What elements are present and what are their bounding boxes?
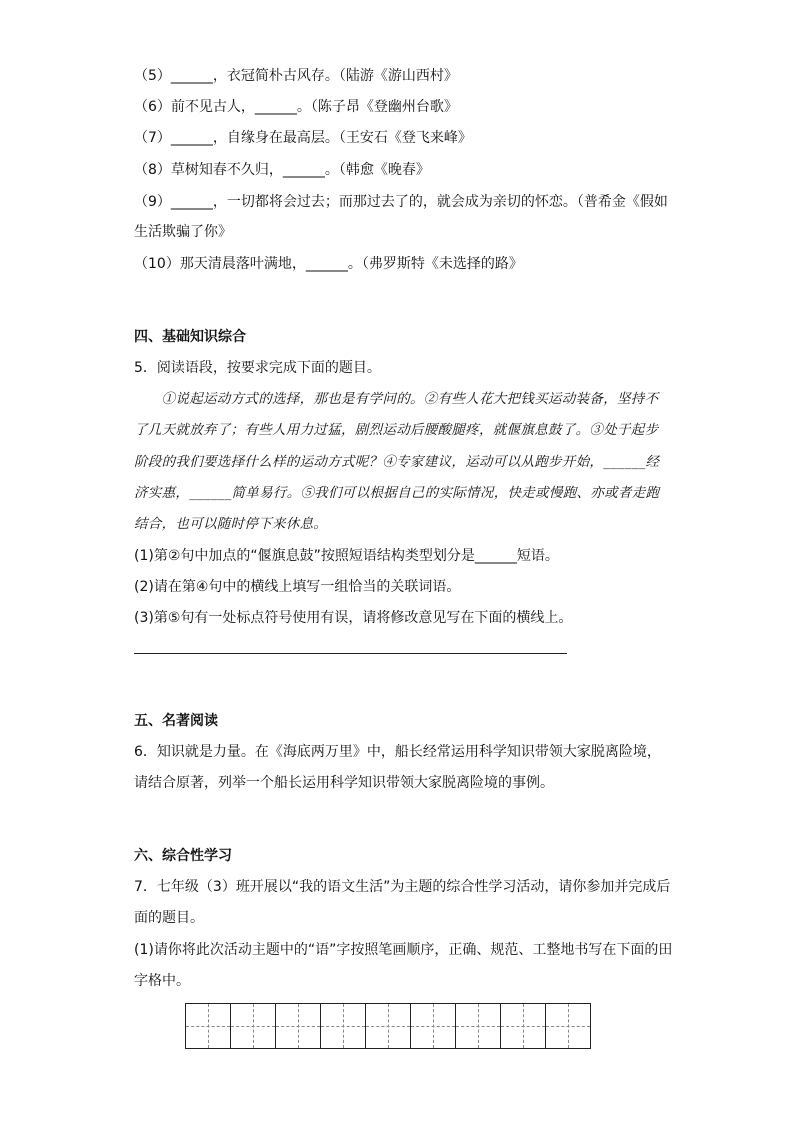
question-7-sub1-line-2: 字格中。 [134,973,190,989]
question-7-line-2: 面的题目。 [134,910,204,926]
question-7-line-1: 7．七年级（3）班开展以“我的语文生活”为主题的综合性学习活动，请你参加并完成后 [134,879,671,895]
tianzige-cell[interactable] [275,1003,321,1049]
question-7-sub1-line-1: (1)请你将此次活动主题中的“语”字按照笔画顺序，正确、规范、工整地书写在下面的田 [134,942,673,958]
poem-line-9-cont: 生活欺骗了你》 [134,224,232,240]
passage-line-4: 济实惠，______简单易行。⑤我们可以根据自己的实际情况，快走或慢跑、亦或者走跑 [134,485,660,501]
poem-line-7: （7）______，自缘身在最高层。（王安石《登飞来峰》 [134,130,472,146]
poem-line-5: （5）______，衣冠简朴古风存。（陆游《游山西村》 [134,68,458,84]
tianzige-cell[interactable] [230,1003,276,1049]
poem-line-6: （6）前不见古人，______。（陈子昂《登幽州台歌》 [134,99,458,115]
poem-line-8: （8）草树知春不久归，______。（韩愈《晚春》 [134,162,430,178]
tianzige-cell[interactable] [185,1003,231,1049]
poem-line-10: （10）那天清晨落叶满地，______。（弗罗斯特《未选择的路》 [134,256,523,272]
section-heading-5: 五、名著阅读 [134,713,218,729]
sub-question-2: (2)请在第④句中的横线上填写一组恰当的关联词语。 [134,579,461,595]
question-6-line-2: 请结合原著，列举一个船长运用科学知识带领大家脱离险境的事例。 [134,775,554,791]
sub-question-3: (3)第⑤句有一处标点符号使用有误，请将修改意见写在下面的横线上。 [134,610,573,626]
question-6-line-1: 6．知识就是力量。在《海底两万里》中，船长经常运用科学知识带领大家脱离险境， [134,744,661,760]
section-heading-6: 六、综合性学习 [134,848,232,864]
passage-line-1: ①说起运动方式的选择，那也是有学问的。②有些人花大把钱买运动装备，坚持不 [134,391,659,407]
passage-line-2: 了几天就放弃了；有些人用力过猛，剧烈运动后腰酸腿疼，就偃旗息鼓了。③处于起步 [134,422,659,438]
tianzige-cell[interactable] [545,1003,591,1049]
tianzige-cell[interactable] [320,1003,366,1049]
section-heading-4: 四、基础知识综合 [134,329,246,345]
tianzige-cell[interactable] [455,1003,501,1049]
poem-line-9: （9）______，一切都将会过去；而那过去了的，就会成为亲切的怀恋。（普希金《假如 [134,194,668,210]
tianzige-grid [185,1003,591,1049]
passage-line-5: 结合，也可以随时停下来休息。 [134,516,328,532]
tianzige-cell[interactable] [410,1003,456,1049]
question-5: 5．阅读语段，按要求完成下面的题目。 [134,360,381,376]
answer-line[interactable] [134,653,567,654]
tianzige-cell[interactable] [365,1003,411,1049]
tianzige-cell[interactable] [500,1003,546,1049]
passage-line-3: 阶段的我们要选择什么样的运动方式呢？④专家建议，运动可以从跑步开始，______经 [134,454,660,470]
sub-question-1: (1)第②句中加点的“偃旗息鼓”按照短语结构类型划分是______短语。 [134,548,559,564]
